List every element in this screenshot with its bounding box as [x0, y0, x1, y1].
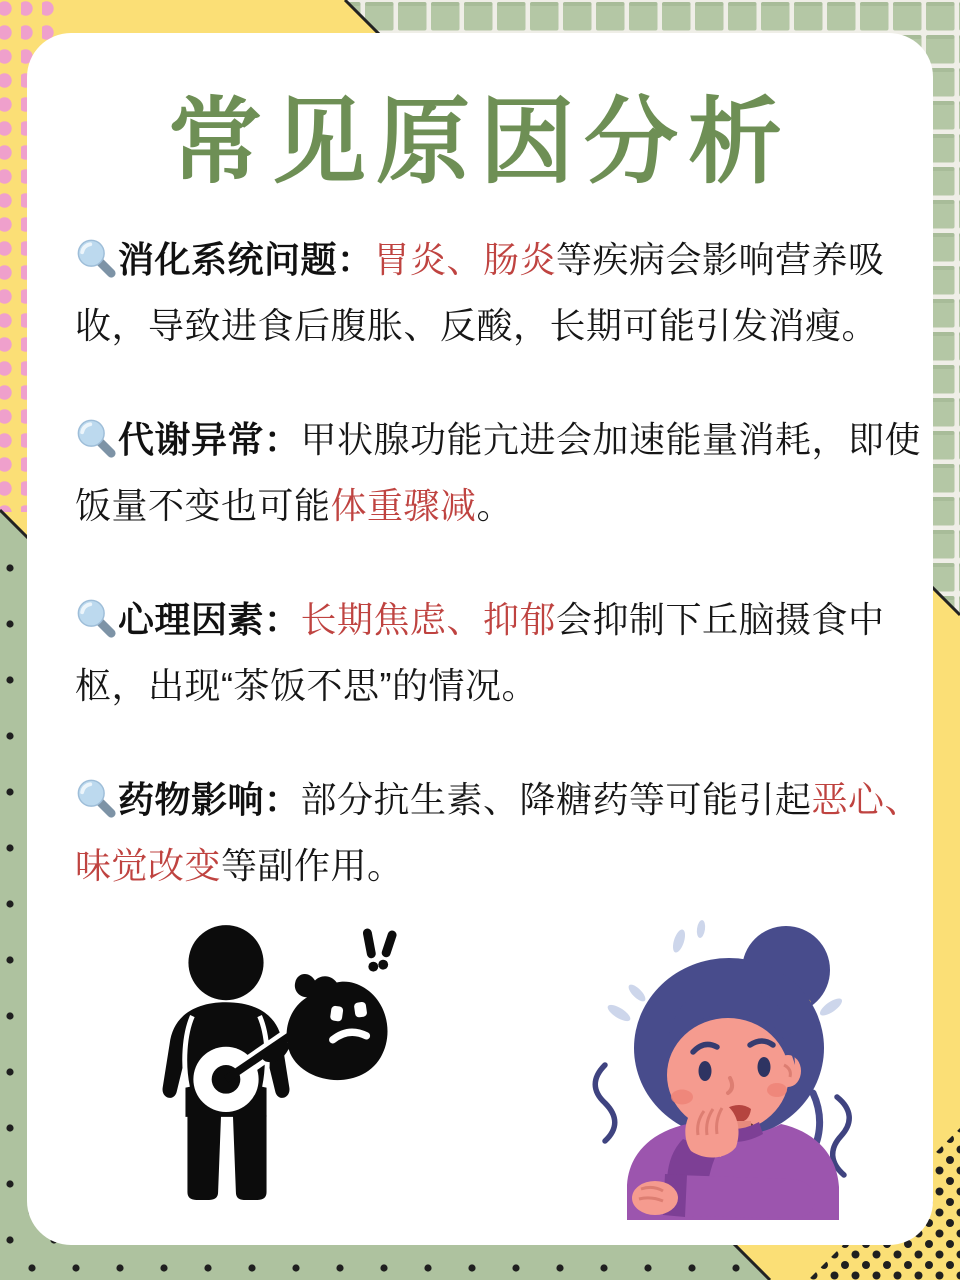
text-segment: 饭量不变也可能: [75, 485, 331, 526]
text-segment: 枢，出现“茶饭不思”的情况。: [75, 665, 538, 706]
text-segment: 。: [476, 485, 514, 526]
text-segment: 长期焦虑、抑郁: [300, 599, 557, 640]
text-segment: 等副作用。: [221, 845, 404, 886]
section-metabolic: [75, 407, 922, 539]
person-stomach-pictogram: [139, 921, 401, 1210]
section-medication: [75, 767, 922, 899]
text-segment: 收，导致进食后腹胀、反酸，长期可能引发消瘦。: [75, 305, 879, 346]
text-segment: 会抑制下丘脑摄食中: [556, 599, 885, 640]
magnifier-icon: [75, 417, 117, 459]
magnifier-icon: [75, 777, 117, 819]
section-digestive: [75, 227, 883, 359]
nauseous-woman: [579, 915, 889, 1220]
text-segment: 等疾病会影响营养吸: [556, 239, 885, 280]
section-line: [75, 653, 883, 719]
text-segment: 部分抗生素、降糖药等可能引起: [300, 779, 812, 820]
section-line: [75, 767, 922, 833]
section-line: [75, 293, 883, 359]
text-segment: 消化系统问题：: [118, 239, 374, 280]
section-psychological: [75, 587, 883, 719]
section-line: [75, 833, 883, 899]
section-line: [75, 407, 922, 473]
text-segment: 药物影响：: [118, 779, 301, 820]
text-segment: 恶心、: [811, 779, 922, 820]
page-title: 常见原因分析: [167, 89, 792, 194]
cause-list: [27, 227, 933, 899]
text-segment: 甲状腺功能亢进会加速能量消耗，即使: [300, 419, 922, 460]
content-card: [27, 33, 933, 1245]
text-segment: 体重骤减: [330, 485, 477, 526]
text-segment: 胃炎、肠炎: [373, 239, 557, 280]
magnifier-icon: [75, 597, 117, 639]
text-segment: 味觉改变: [75, 845, 222, 886]
section-line: [75, 587, 883, 653]
text-segment: 心理因素：: [118, 599, 301, 640]
section-line: [75, 473, 883, 539]
section-line: [75, 227, 883, 293]
magnifier-icon: [75, 237, 117, 279]
text-segment: 代谢异常：: [118, 419, 301, 460]
